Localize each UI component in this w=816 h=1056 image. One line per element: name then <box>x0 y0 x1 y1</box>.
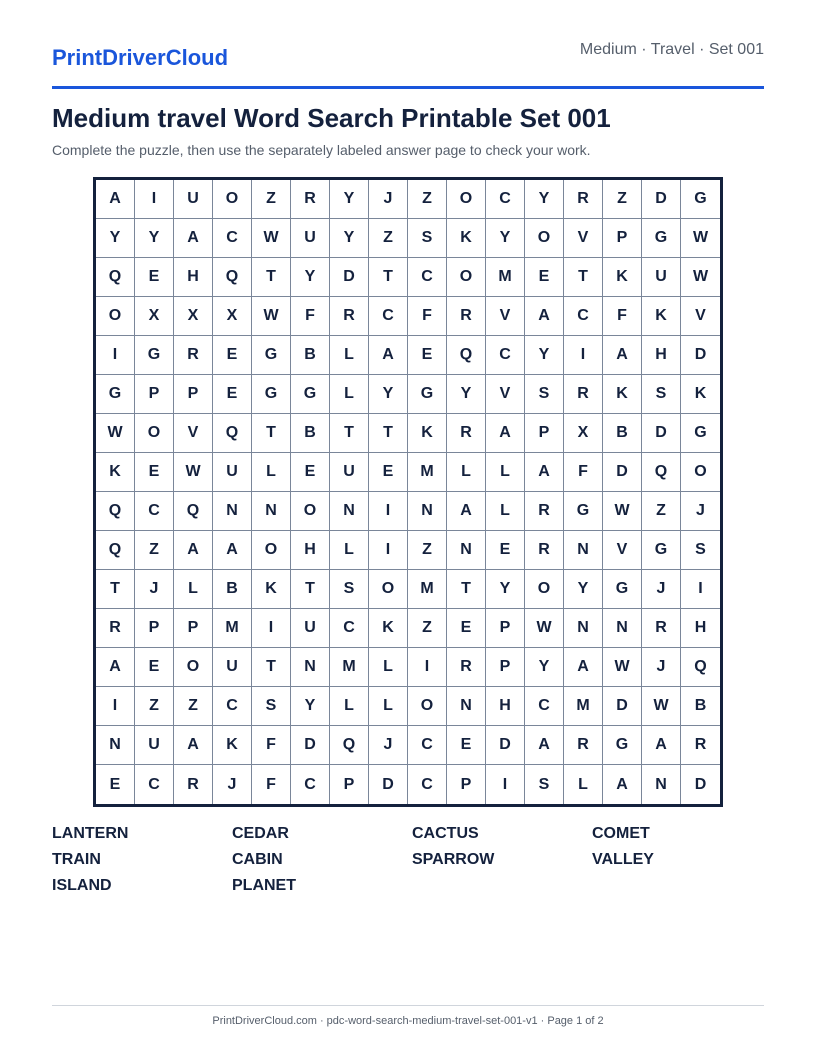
grid-cell: Y <box>486 570 525 609</box>
grid-cell: A <box>525 453 564 492</box>
grid-cell: S <box>642 375 681 414</box>
grid-cell: N <box>642 765 681 804</box>
grid-cell: E <box>408 336 447 375</box>
grid-cell: V <box>564 219 603 258</box>
grid-cell: R <box>174 765 213 804</box>
grid-cell: H <box>291 531 330 570</box>
grid-cell: Q <box>96 531 135 570</box>
grid-cell: N <box>447 687 486 726</box>
grid-cell: O <box>213 180 252 219</box>
grid-cell: G <box>564 492 603 531</box>
grid-cell: Z <box>408 609 447 648</box>
grid-cell: H <box>486 687 525 726</box>
grid-cell: D <box>694 775 707 793</box>
grid-cell: V <box>174 414 213 453</box>
grid-cell: M <box>213 609 252 648</box>
footer-divider <box>52 1005 764 1006</box>
grid-cell: R <box>447 297 486 336</box>
grid-cell: R <box>564 375 603 414</box>
grid-cell: M <box>330 648 369 687</box>
grid-cell: O <box>252 531 291 570</box>
grid-cell: I <box>408 648 447 687</box>
grid-cell: P <box>330 765 369 804</box>
grid-cell: E <box>135 648 174 687</box>
grid-cell: T <box>252 258 291 297</box>
grid-cell: X <box>174 297 213 336</box>
grid-cell: O <box>681 453 720 492</box>
grid-cell: A <box>564 648 603 687</box>
grid-cell: E <box>135 258 174 297</box>
grid-cell: D <box>681 336 720 375</box>
grid-cell: J <box>369 726 408 765</box>
grid-cell: U <box>174 180 213 219</box>
grid-cell: C <box>408 258 447 297</box>
grid-cell: O <box>447 258 486 297</box>
grid-cell: Q <box>330 726 369 765</box>
grid-cell: H <box>681 609 720 648</box>
grid-cell: D <box>642 414 681 453</box>
grid-cell: W <box>603 492 642 531</box>
grid-cell: V <box>486 375 525 414</box>
grid-cell: G <box>603 570 642 609</box>
grid-cell: W <box>525 609 564 648</box>
grid-cell: J <box>642 570 681 609</box>
grid-cell: J <box>681 492 720 531</box>
grid-cell: P <box>603 219 642 258</box>
grid-cell: R <box>447 648 486 687</box>
grid-cell: C <box>213 687 252 726</box>
grid-cell: J <box>213 765 252 804</box>
grid-cell: E <box>96 765 135 804</box>
grid-cell: A <box>174 726 213 765</box>
grid-cell: C <box>408 765 447 804</box>
grid-cell: U <box>642 258 681 297</box>
grid-cell: L <box>447 453 486 492</box>
grid-cell: O <box>174 648 213 687</box>
grid-cell: Q <box>96 258 135 297</box>
grid-cell: R <box>564 180 603 219</box>
grid-cell: T <box>291 570 330 609</box>
grid-cell: Z <box>135 687 174 726</box>
grid-cell: K <box>642 297 681 336</box>
grid-cell: P <box>525 414 564 453</box>
grid-cell: E <box>486 531 525 570</box>
grid-cell: B <box>681 687 720 726</box>
grid-cell: C <box>525 687 564 726</box>
grid-cell: Z <box>642 492 681 531</box>
grid-cell: R <box>642 609 681 648</box>
grid-cell: L <box>486 453 525 492</box>
grid-cell: Y <box>291 258 330 297</box>
grid-cell: O <box>369 570 408 609</box>
grid-cell: O <box>447 180 486 219</box>
grid-cell: W <box>681 258 720 297</box>
grid-cell: L <box>174 570 213 609</box>
grid-cell: U <box>291 609 330 648</box>
grid-cell: L <box>564 765 603 804</box>
grid-cell: N <box>252 492 291 531</box>
grid-cell: F <box>408 297 447 336</box>
grid-cell: R <box>525 492 564 531</box>
grid-cell: M <box>564 687 603 726</box>
grid-cell: A <box>213 531 252 570</box>
grid-cell: D <box>330 258 369 297</box>
grid-cell: Y <box>291 687 330 726</box>
grid-cell: Y <box>486 219 525 258</box>
grid-cell: B <box>603 414 642 453</box>
page-footer: PrintDriverCloud.com · pdc-word-search-medium-travel-set-001-v1 · Page 1 of 2 <box>212 1015 604 1027</box>
page-header <box>52 38 764 89</box>
grid-cell: W <box>174 453 213 492</box>
grid-cell: T <box>252 414 291 453</box>
word-list-item: LANTERN <box>52 825 129 842</box>
grid-cell: E <box>447 726 486 765</box>
grid-cell: N <box>96 726 135 765</box>
grid-cell: X <box>213 297 252 336</box>
grid-cell: K <box>447 219 486 258</box>
page-subtitle: Complete the puzzle, then use the separately labeled answer page to check your work. <box>52 142 591 158</box>
grid-cell: Q <box>96 492 135 531</box>
grid-cell: N <box>213 492 252 531</box>
grid-cell: C <box>291 765 330 804</box>
word-list-item: VALLEY <box>592 851 654 868</box>
grid-cell: O <box>525 219 564 258</box>
grid-cell: Y <box>525 336 564 375</box>
word-list <box>52 825 772 903</box>
grid-cell: A <box>486 414 525 453</box>
grid-cell: G <box>642 219 681 258</box>
grid-cell: V <box>603 531 642 570</box>
grid-cell: L <box>252 453 291 492</box>
word-list-item: PLANET <box>232 877 296 894</box>
grid-cell: I <box>486 765 525 804</box>
grid-cell: A <box>369 336 408 375</box>
grid-cell: C <box>330 609 369 648</box>
grid-cell: U <box>291 219 330 258</box>
grid-cell: I <box>681 570 720 609</box>
grid-cell: F <box>252 765 291 804</box>
grid-cell: N <box>603 609 642 648</box>
grid-cell: R <box>447 414 486 453</box>
grid-cell: P <box>135 375 174 414</box>
grid-cell: Q <box>213 258 252 297</box>
grid-cell: C <box>564 297 603 336</box>
grid-cell: R <box>96 609 135 648</box>
grid-cell: Y <box>447 375 486 414</box>
word-list-item: CABIN <box>232 851 283 868</box>
grid-cell: K <box>213 726 252 765</box>
grid-cell: C <box>135 765 174 804</box>
grid-cell: G <box>291 375 330 414</box>
page-title: Medium travel Word Search Printable Set 001 <box>52 103 611 133</box>
grid-cell: X <box>564 414 603 453</box>
grid-cell: G <box>603 726 642 765</box>
grid-cell: C <box>369 297 408 336</box>
grid-cell: W <box>603 648 642 687</box>
grid-cell: A <box>174 531 213 570</box>
grid-cell: Y <box>330 219 369 258</box>
grid-cell: U <box>213 453 252 492</box>
grid-cell: N <box>408 492 447 531</box>
grid-cell: Q <box>447 336 486 375</box>
grid-cell: I <box>96 687 135 726</box>
grid-cell: P <box>174 375 213 414</box>
grid-cell: O <box>525 570 564 609</box>
grid-cell: K <box>603 258 642 297</box>
grid-cell: J <box>369 180 408 219</box>
grid-cell: C <box>486 180 525 219</box>
grid-cell: A <box>603 765 642 804</box>
grid-cell: Z <box>603 180 642 219</box>
grid-cell: A <box>96 180 135 219</box>
grid-cell: N <box>564 609 603 648</box>
grid-cell: E <box>135 453 174 492</box>
grid-cell: C <box>135 492 174 531</box>
grid-cell: W <box>96 414 135 453</box>
grid-cell: S <box>408 219 447 258</box>
grid-cell: W <box>252 297 291 336</box>
grid-cell: T <box>330 414 369 453</box>
grid-cell: A <box>96 648 135 687</box>
grid-cell: M <box>486 258 525 297</box>
grid-cell: P <box>447 765 486 804</box>
brand-logo: PrintDriverCloud <box>52 45 229 70</box>
grid-cell: S <box>525 765 564 804</box>
grid-cell: U <box>135 726 174 765</box>
word-list-item: SPARROW <box>412 851 495 868</box>
grid-cell: L <box>330 375 369 414</box>
word-list-item: TRAIN <box>52 851 101 868</box>
grid-cell: D <box>486 726 525 765</box>
grid-cell: L <box>486 492 525 531</box>
grid-cell: W <box>681 219 720 258</box>
grid-cell: M <box>408 453 447 492</box>
grid-cell: V <box>681 297 720 336</box>
grid-cell: D <box>603 453 642 492</box>
grid-cell: V <box>486 297 525 336</box>
grid-cell: R <box>681 726 720 765</box>
grid-cell: T <box>564 258 603 297</box>
word-list-item: CEDAR <box>232 825 289 842</box>
grid-cell: D <box>369 765 408 804</box>
grid-cell: F <box>252 726 291 765</box>
grid-cell: B <box>213 570 252 609</box>
grid-cell: E <box>291 453 330 492</box>
grid-cell: G <box>642 531 681 570</box>
grid-cell: Y <box>525 180 564 219</box>
grid-cell: E <box>369 453 408 492</box>
grid-cell: O <box>291 492 330 531</box>
grid-cell: P <box>486 648 525 687</box>
grid-cell: R <box>174 336 213 375</box>
grid-cell: L <box>330 336 369 375</box>
grid-cell: Y <box>369 375 408 414</box>
grid-cell: B <box>291 336 330 375</box>
grid-cell: K <box>252 570 291 609</box>
grid-cell: E <box>213 336 252 375</box>
grid-cell: Y <box>96 219 135 258</box>
grid-cell: T <box>447 570 486 609</box>
grid-cell: F <box>564 453 603 492</box>
word-list-item: ISLAND <box>52 877 112 894</box>
grid-cell: Z <box>135 531 174 570</box>
grid-cell: A <box>642 726 681 765</box>
grid-cell: L <box>369 687 408 726</box>
grid-cell: E <box>213 375 252 414</box>
grid-cell: A <box>603 336 642 375</box>
word-list-item: CACTUS <box>412 825 479 842</box>
grid-cell: C <box>486 336 525 375</box>
grid-cell: Q <box>213 414 252 453</box>
grid-cell: P <box>135 609 174 648</box>
grid-cell: N <box>330 492 369 531</box>
grid-cell: O <box>96 297 135 336</box>
grid-cell: I <box>369 492 408 531</box>
grid-cell: G <box>681 414 720 453</box>
grid-cell: K <box>603 375 642 414</box>
grid-cell: X <box>135 297 174 336</box>
grid-cell: U <box>330 453 369 492</box>
grid-cell: P <box>486 609 525 648</box>
grid-cell: Y <box>330 180 369 219</box>
grid-cell: G <box>681 180 720 219</box>
grid-cell: P <box>174 609 213 648</box>
grid-cell: U <box>213 648 252 687</box>
grid-cell: A <box>525 297 564 336</box>
grid-cell: C <box>408 726 447 765</box>
grid-cell: H <box>642 336 681 375</box>
grid-cell: A <box>174 219 213 258</box>
grid-cell: I <box>96 336 135 375</box>
grid-cell: Q <box>681 648 720 687</box>
grid-cell: J <box>642 648 681 687</box>
grid-cell: C <box>213 219 252 258</box>
grid-cell: I <box>252 609 291 648</box>
grid-cell: N <box>447 531 486 570</box>
grid-cell: D <box>642 180 681 219</box>
grid-cell: Z <box>252 180 291 219</box>
grid-cell: T <box>369 414 408 453</box>
grid-cell: G <box>252 375 291 414</box>
grid-cell: R <box>564 726 603 765</box>
grid-cell: Y <box>135 219 174 258</box>
grid-cell: L <box>330 531 369 570</box>
grid-cell: L <box>330 687 369 726</box>
grid-cell: Q <box>642 453 681 492</box>
grid-cell: G <box>408 375 447 414</box>
grid-cell: Z <box>174 687 213 726</box>
grid-cell: A <box>447 492 486 531</box>
grid-cell: S <box>330 570 369 609</box>
grid-cell: F <box>291 297 330 336</box>
grid-cell: O <box>408 687 447 726</box>
grid-cell: D <box>603 687 642 726</box>
grid-cell: R <box>525 531 564 570</box>
grid-cell: S <box>525 375 564 414</box>
grid-cell: T <box>252 648 291 687</box>
grid-cell: K <box>681 375 720 414</box>
grid-cell: R <box>330 297 369 336</box>
grid-cell: W <box>642 687 681 726</box>
grid-cell: N <box>564 531 603 570</box>
grid-cell: Y <box>564 570 603 609</box>
grid-cell: M <box>408 570 447 609</box>
grid-cell: E <box>447 609 486 648</box>
word-search-grid <box>93 177 723 807</box>
grid-cell: H <box>174 258 213 297</box>
grid-cell: A <box>525 726 564 765</box>
grid-cell: T <box>96 570 135 609</box>
grid-cell: I <box>564 336 603 375</box>
grid-cell: E <box>525 258 564 297</box>
grid-cell: K <box>96 453 135 492</box>
grid-cell: N <box>291 648 330 687</box>
grid-cell: G <box>135 336 174 375</box>
grid-cell: S <box>681 531 720 570</box>
grid-cell: I <box>369 531 408 570</box>
grid-cell: W <box>252 219 291 258</box>
grid-cell: L <box>369 648 408 687</box>
grid-cell: T <box>369 258 408 297</box>
grid-cell: K <box>369 609 408 648</box>
grid-cell: Y <box>525 648 564 687</box>
grid-cell: Q <box>174 492 213 531</box>
grid-cell: G <box>96 375 135 414</box>
grid-cell: I <box>135 180 174 219</box>
grid-cell: S <box>252 687 291 726</box>
grid-cell: G <box>252 336 291 375</box>
grid-cell: F <box>603 297 642 336</box>
grid-cell: K <box>408 414 447 453</box>
grid-cell: Z <box>369 219 408 258</box>
word-list-item: COMET <box>592 825 650 842</box>
grid-cell: B <box>291 414 330 453</box>
grid-cell: Z <box>408 531 447 570</box>
grid-cell: D <box>291 726 330 765</box>
grid-cell: R <box>291 180 330 219</box>
puzzle-meta: Medium · Travel · Set 001 <box>579 41 764 58</box>
grid-cell: J <box>135 570 174 609</box>
grid-cell: O <box>135 414 174 453</box>
grid-cell: Z <box>408 180 447 219</box>
